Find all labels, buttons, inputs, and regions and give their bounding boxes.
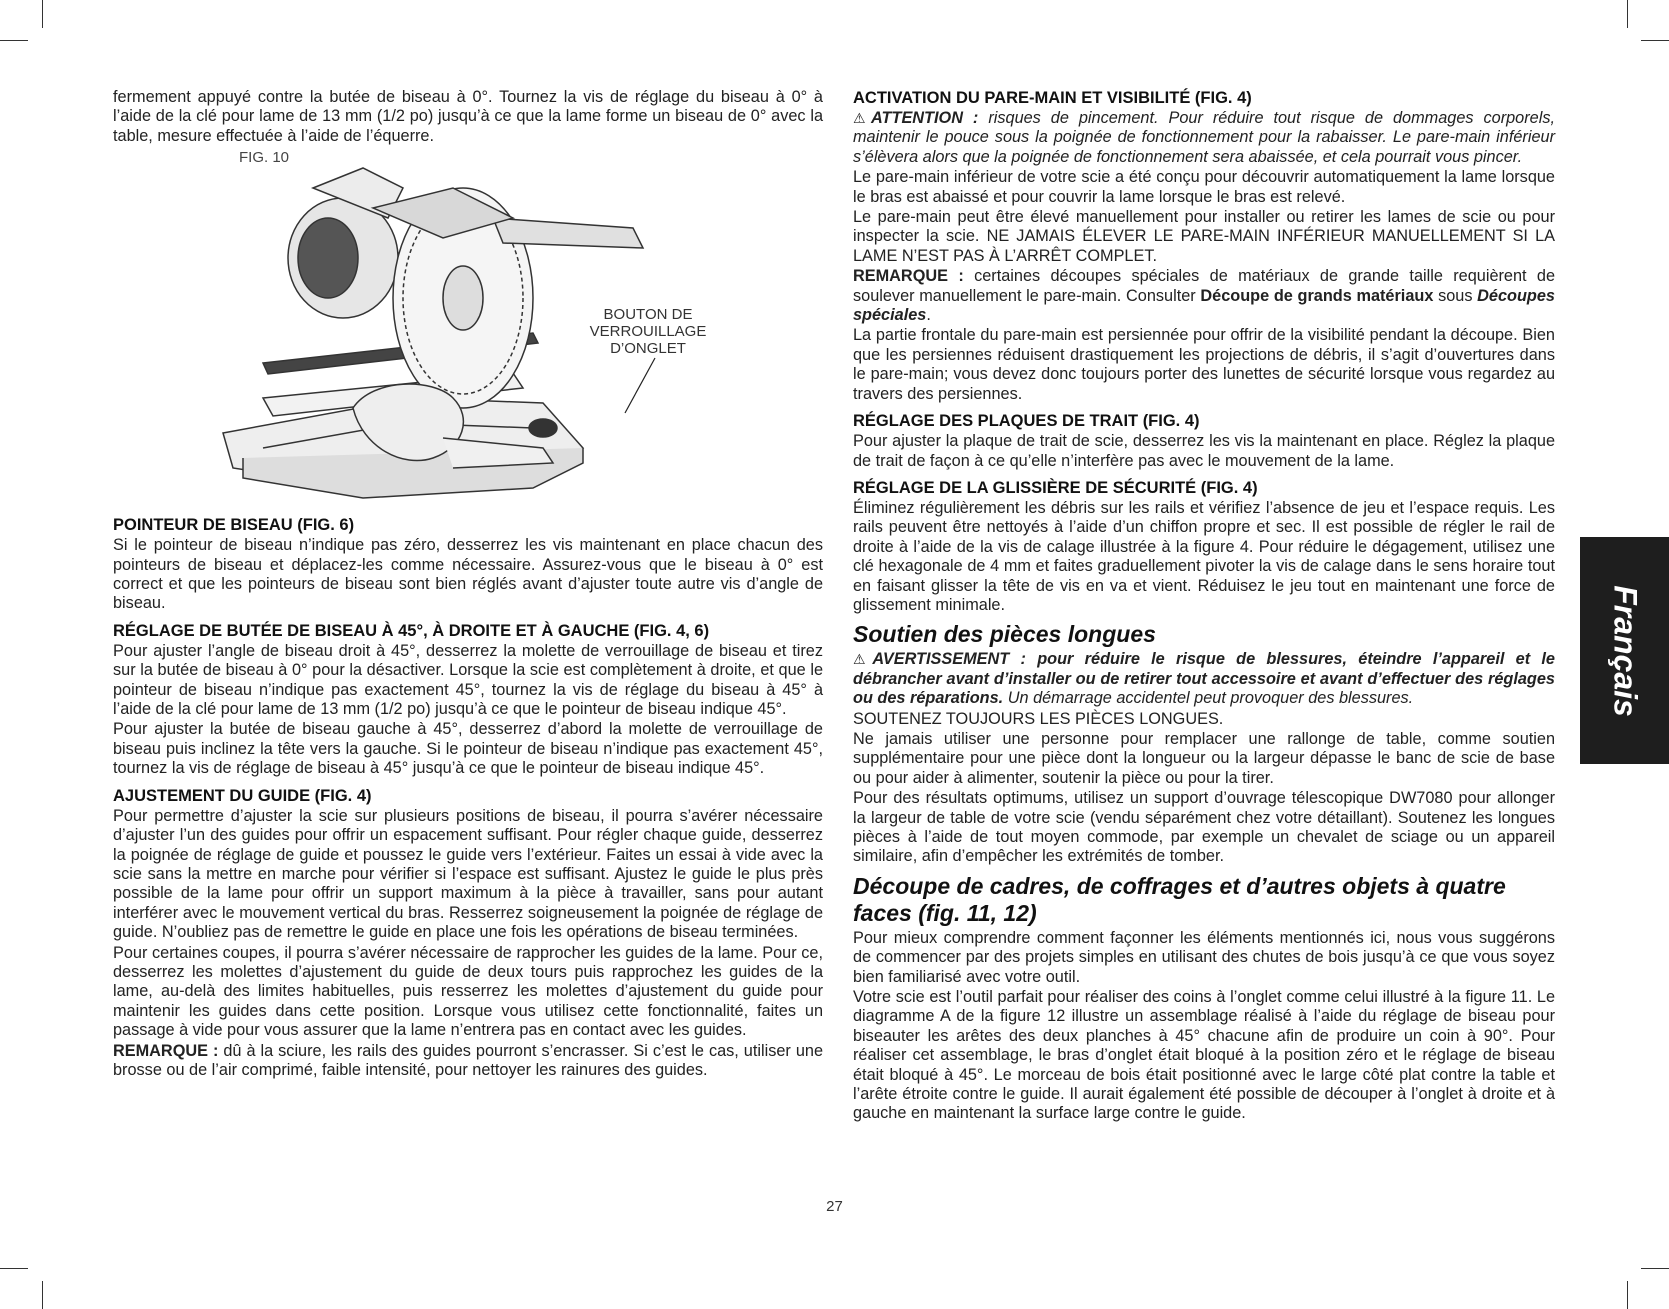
remarque-end: . (926, 306, 931, 325)
paragraph: Pour mieux comprendre comment façonner les éléments mentionnés ici, nous vous suggérons de commencer par des projets simples en utilisant des chutes de bois jusqu’à ce que vous soyez bien familiarisé avec votre outil. (853, 928, 1555, 986)
paragraph: Si le pointeur de biseau n’indique pas zéro, desserrez les vis maintenant en place chacun des pointeurs de biseau et déplacez-les comme nécessaire. Assurez-vous que le biseau à 0° est correct et que les pointeurs de biseau sont bien réglés avant d’ajuster toute autre vis d’angle de biseau. (113, 536, 823, 613)
avertissement-bold: pour réduire le risque de blessures, éteindre l’appareil et le débrancher avant d’installer ou de retirer tout accessoire et avant d’effectuer des réglages ou des réparations. (853, 650, 1555, 708)
paragraph: Le pare-main peut être élevé manuellement pour installer ou retirer les lames de scie ou pour inspecter la scie. NE JAMAIS ÉLEVER LE PARE-MAIN INFÉRIEUR MANUELLEMENT SI LA LAME N’EST PAS À L’ARRÊT COMPLET. (853, 208, 1555, 265)
remarque-bold-ref: Découpe de grands matériaux (1200, 286, 1434, 305)
remarque-label: REMARQUE : (113, 1041, 219, 1060)
paragraph: Ne jamais utiliser une personne pour remplacer une rallonge de table, comme soutien supplémentaire pour une pièce dont la longueur ou la largeur dépasse le banc de scie de base ou pour aider à alimenter, soutenir la pièce ou pour la tirer. (853, 729, 1555, 787)
warning-triangle-icon: ⚠ (853, 651, 873, 668)
heading-glissiere-securite: RÉGLAGE DE LA GLISSIÈRE DE SÉCURITÉ (FIG. 4) (853, 478, 1258, 497)
paragraph: SOUTENEZ TOUJOURS LES PIÈCES LONGUES. (853, 709, 1224, 728)
intro-paragraph: fermement appuyé contre la butée de biseau à 0°. Tournez la vis de réglage du biseau à 0° à l’aide de la clé pour lame de 13 mm (1/2 po) jusqu’à ce que la lame forme un biseau de 0° avec la table, mesure effectuée à l’aide de l’équerre. (113, 88, 823, 145)
crop-mark (42, 0, 43, 28)
crop-mark (0, 40, 28, 41)
heading-butee-biseau: RÉGLAGE DE BUTÉE DE BISEAU À 45°, À DROITE ET À GAUCHE (FIG. 4, 6) (113, 621, 710, 640)
warning-triangle-icon: ⚠ (853, 110, 871, 126)
remarque-paragraph (113, 1042, 823, 1081)
avertissement-label: AVERTISSEMENT : (872, 650, 1026, 669)
paragraph: Le pare-main inférieur de votre scie a été conçu pour découvrir automatiquement la lame lorsque le bras est abaissé et pour couvrir la lame lorsque le bras est relevé. (853, 168, 1555, 206)
paragraph: Pour ajuster l’angle de biseau droit à 45°, desserrez la molette de verrouillage de biseau et tirez sur la butée de biseau à 0° pour la désactiver. Lorsque la scie est complètement à droite, et que le pointeur de biseau n’indique pas exactement 45°, tournez la vis de réglage du biseau à 45° à l’aide de la clé pour lame de 13 mm (1/2 po) jusqu’à ce que le pointeur de biseau indique 45°. (113, 641, 823, 719)
callout-label: BOUTON DE VERROUILLAGE D’ONGLET (589, 306, 707, 358)
attention-label: ATTENTION : (871, 109, 979, 127)
heading-ajustement-guide: AJUSTEMENT DU GUIDE (FIG. 4) (113, 786, 372, 805)
heading-plaques-trait: RÉGLAGE DES PLAQUES DE TRAIT (FIG. 4) (853, 412, 1200, 431)
paragraph: Pour permettre d’ajuster la scie sur plusieurs positions de biseau, il pourra s’avérer nécessaire d’ajuster l’un des guides pour offrir un espacement suffisant. Pour régler chaque guide, desserrez la poignée de réglage de guide et poussez le guide vers l’extérieur. Faites un essai à vide avec la scie sans la mettre en marche pour vérifier si l’espace est suffisant. Ajustez le guide le plus près possible de la lame pour offrir un support maximum à la pièce à travailler, sans pour autant interférer avec le mouvement vertical du bras. Resserrez soigneusement la poignée de réglage de guide. N’oubliez pas de remettre le guide en place une fois les opérations de biseau terminées. (113, 806, 823, 942)
figure-10 (113, 148, 823, 508)
crop-mark (1641, 40, 1669, 41)
right-column (853, 88, 1555, 1125)
heading-soutien-pieces: Soutien des pièces longues (853, 621, 1156, 648)
crop-mark (1627, 1281, 1628, 1309)
paragraph: Pour certaines coupes, il pourra s’avérer nécessaire de rapprocher les guides de la lame. Pour ce, desserrez les molettes d’ajustement du guide de deux tours puis rapprochez les guides de la lame, au-delà des limites habituelles, puis resserrez les molettes d’ajustement du guide pour maintenir les guides dans cette position. Lorsque vous utilisez cette fonctionnalité, faites un passage à vide pour vous assurer que la lame n’entrera pas en contact avec les guides. (113, 943, 823, 1040)
attention-paragraph (853, 109, 1555, 167)
remarque-text: certaines découpes spéciales de matériaux de grande taille requièrent de soulever manuellement le pare-main. Consulter (853, 267, 1556, 305)
remarque-label: REMARQUE : (853, 267, 964, 286)
paragraph: Éliminez régulièrement les débris sur les rails et vérifiez l’absence de jeu et l’espace requis. Les rails peuvent être nettoyés à l’aide d’un chiffon propre et sec. Il est possible de régler le rail de droite à l’aide de la vis de calage illustrée à la figure 4. Pour réduire le dégagement, utilisez une clé hexagonale de 4 mm et faites graduellement pivoter la vis de calage dans le sens horaire tout en faisant glisser la tête de vis en va et vient. Réduisez le jeu tout en maintenant une force de glissement minimale. (853, 498, 1555, 614)
crop-mark (42, 1281, 43, 1309)
page-number: 27 (826, 1198, 843, 1215)
language-tab-label: Français (1607, 584, 1643, 717)
left-column (113, 88, 823, 1081)
crop-mark (1641, 1268, 1669, 1269)
attention-text: risques de pincement. Pour réduire tout risque de dommages corporels, maintenir le pouce sous la poignée de fonctionnement pour la rabaisser. Le pare-main inférieur s’élèvera alors que la poignée de fonctionnement sera abaissée, et cela pourrait vous pincer. (853, 109, 1555, 166)
heading-pointeur-biseau: POINTEUR DE BISEAU (FIG. 6) (113, 516, 355, 535)
paragraph: Votre scie est l’outil parfait pour réaliser des coins à l’onglet comme celui illustré à la figure 11. Le diagramme A de la figure 12 illustre un assemblage réalisé à l’aide du réglage de biseau pour biseauter les arêtes des deux planches à 45° chacune afin de produire un coin à 90°. Pour réaliser cet assemblage, le bras d’onglet était bloqué à la position zéro et le réglage de biseau était bloqué à 45°. Le morceau de bois était positionné avec le large côté plat contre la table et l’arête étroite contre le guide. Il aurait également été possible de découper à l’onglet à droite et à gauche en maintenant la surface large contre le guide. (853, 988, 1555, 1123)
heading-activation-pare-main: ACTIVATION DU PARE-MAIN ET VISIBILITÉ (FIG. 4) (853, 89, 1252, 107)
remarque-paragraph (853, 267, 1555, 325)
crop-mark (0, 1268, 28, 1269)
remarque-italic-ref: Découpes spéciales (853, 286, 1555, 325)
remarque-text: sous (1438, 286, 1473, 305)
remarque-text: dû à la sciure, les rails des guides pourront s’encrasser. Si c’est le cas, utiliser une brosse ou de l’air comprimé, faible intensité, pour nettoyer les rainures des guides. (113, 1041, 823, 1079)
crop-mark (1627, 0, 1628, 28)
paragraph: Pour ajuster la butée de biseau gauche à 45°, desserrez d’abord la molette de verrouillage de biseau puis inclinez la tête vers la gauche. Si le pointeur de biseau n’indique pas exactement 45°, tournez la vis de réglage de biseau à 45° jusqu’à ce que le pointeur de biseau indique 45°. (113, 720, 823, 778)
paragraph: Pour ajuster la plaque de trait de scie, desserrez les vis la maintenant en place. Réglez la plaque de trait de façon à ce qu’elle n’interfère pas avec le mouvement de la lame. (853, 432, 1555, 470)
paragraph: La partie frontale du pare-main est persiennée pour offrir de la visibilité pendant la découpe. Bien que les persiennes réduisent drastiquement les projections de débris, il s’agit d’ouvertures dans le pare-main; vous devez donc toujours porter des lunettes de sécurité lorsque vous regardez au travers des persiennes. (853, 326, 1555, 403)
avertissement-paragraph (853, 650, 1555, 708)
paragraph: Pour des résultats optimums, utilisez un support d’ouvrage télescopique DW7080 pour allonger la largeur de table de votre scie (vendu séparément chez votre détaillant). Soutenez les longues pièces à l’aide de tout moyen commode, par exemple un chevalet de sciage ou un appareil similaire, afin d’empêcher les extrémités de tomber. (853, 789, 1555, 866)
language-tab (1580, 537, 1669, 764)
avertissement-text: Un démarrage accidentel peut provoquer des blessures. (1007, 689, 1414, 708)
heading-decoupe-cadres: Découpe de cadres, de coffrages et d’autres objets à quatre faces (fig. 11, 12) (853, 872, 1506, 926)
figure-label: FIG. 10 (239, 149, 290, 167)
